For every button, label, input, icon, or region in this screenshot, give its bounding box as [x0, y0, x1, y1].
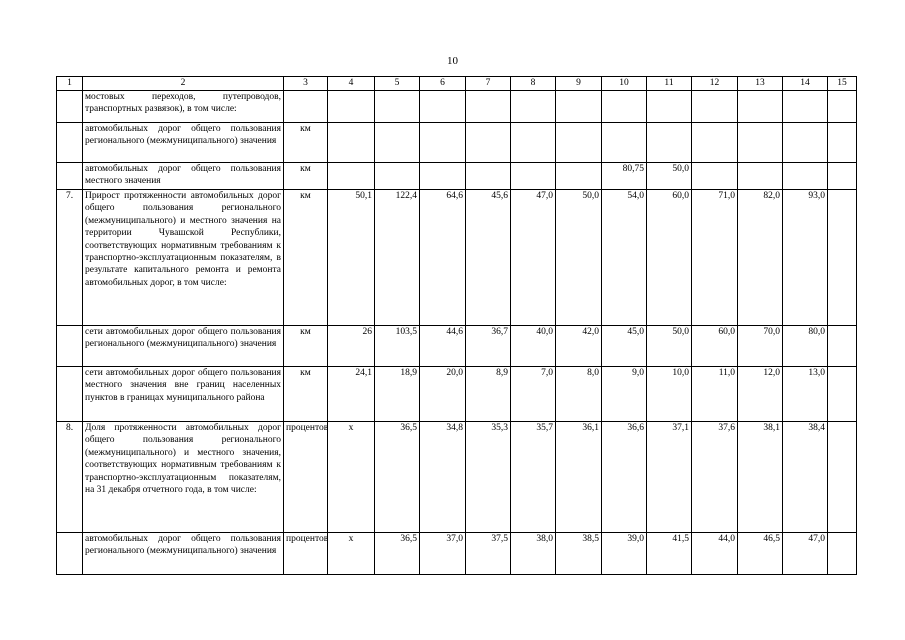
value-cell — [783, 123, 828, 163]
indicator-description: сети автомобильных дорог общего пользования местного значения вне границ населенных пунктов в границах муниципального района — [83, 367, 284, 422]
value-cell: 37,1 — [647, 422, 692, 533]
unit-cell: км — [284, 163, 328, 190]
value-cell: 38,1 — [738, 422, 783, 533]
value-cell: 36,1 — [556, 422, 602, 533]
value-cell: x — [328, 533, 375, 575]
indicators-table — [56, 76, 857, 575]
value-cell — [828, 190, 857, 326]
value-cell: 50,0 — [647, 326, 692, 367]
value-cell: 71,0 — [692, 190, 738, 326]
value-cell — [692, 163, 738, 190]
header-cell: 7 — [466, 77, 511, 91]
value-cell: 64,6 — [420, 190, 466, 326]
table-row — [57, 190, 857, 326]
table-row — [57, 91, 857, 123]
header-cell: 2 — [83, 77, 284, 91]
value-cell — [466, 123, 511, 163]
value-cell — [511, 91, 556, 123]
row-number — [57, 123, 83, 163]
indicator-description: Прирост протяженности автомобильных дорог общего пользования регионального (межмуниципального) и местного значения на территории Чувашской Республики, соответствующих нормативным требованиям к транспортно-эксплуатационным показателям, в результате капитального ремонта и ремонта автомобильных дорог, в том числе: — [83, 190, 284, 326]
value-cell: 38,5 — [556, 533, 602, 575]
value-cell — [828, 533, 857, 575]
value-cell — [420, 123, 466, 163]
indicator-description: мостовых переходов, путепроводов, транспортных развязок), в том числе: — [83, 91, 284, 123]
header-cell: 5 — [375, 77, 420, 91]
value-cell — [511, 163, 556, 190]
value-cell: 47,0 — [511, 190, 556, 326]
value-cell: 8,9 — [466, 367, 511, 422]
row-number — [57, 326, 83, 367]
value-cell — [738, 123, 783, 163]
header-cell: 8 — [511, 77, 556, 91]
value-cell: 42,0 — [556, 326, 602, 367]
value-cell — [375, 163, 420, 190]
unit-cell: процентов — [284, 422, 328, 533]
table-row — [57, 422, 857, 533]
indicator-description: автомобильных дорог общего пользования регионального (межмуниципального) значения — [83, 533, 284, 575]
value-cell: 44,6 — [420, 326, 466, 367]
value-cell: 50,0 — [647, 163, 692, 190]
unit-cell: процентов — [284, 533, 328, 575]
value-cell: 54,0 — [602, 190, 647, 326]
value-cell — [328, 123, 375, 163]
value-cell: 36,5 — [375, 533, 420, 575]
value-cell — [647, 123, 692, 163]
value-cell: 50,0 — [556, 190, 602, 326]
value-cell — [828, 123, 857, 163]
value-cell: x — [328, 422, 375, 533]
value-cell: 36,5 — [375, 422, 420, 533]
row-number — [57, 367, 83, 422]
unit-cell: км — [284, 190, 328, 326]
value-cell: 37,6 — [692, 422, 738, 533]
header-cell: 6 — [420, 77, 466, 91]
value-cell: 38,0 — [511, 533, 556, 575]
value-cell: 26 — [328, 326, 375, 367]
row-number: 7. — [57, 190, 83, 326]
table-row — [57, 123, 857, 163]
table-row — [57, 367, 857, 422]
unit-cell: км — [284, 326, 328, 367]
row-number: 8. — [57, 422, 83, 533]
value-cell: 40,0 — [511, 326, 556, 367]
header-cell: 9 — [556, 77, 602, 91]
value-cell — [738, 91, 783, 123]
value-cell — [738, 163, 783, 190]
value-cell: 45,0 — [602, 326, 647, 367]
indicator-description: сети автомобильных дорог общего пользования регионального (межмуниципального) значения — [83, 326, 284, 367]
value-cell — [828, 163, 857, 190]
value-cell: 7,0 — [511, 367, 556, 422]
unit-cell: км — [284, 123, 328, 163]
page-number: 10 — [447, 55, 458, 67]
header-cell: 10 — [602, 77, 647, 91]
table-row — [57, 163, 857, 190]
value-cell: 36,7 — [466, 326, 511, 367]
header-cell: 11 — [647, 77, 692, 91]
value-cell: 24,1 — [328, 367, 375, 422]
value-cell — [556, 91, 602, 123]
header-cell: 13 — [738, 77, 783, 91]
value-cell: 122,4 — [375, 190, 420, 326]
value-cell — [602, 123, 647, 163]
value-cell: 38,4 — [783, 422, 828, 533]
value-cell — [375, 123, 420, 163]
header-cell: 15 — [828, 77, 857, 91]
value-cell: 20,0 — [420, 367, 466, 422]
value-cell — [420, 91, 466, 123]
value-cell: 80,0 — [783, 326, 828, 367]
value-cell: 35,3 — [466, 422, 511, 533]
value-cell — [783, 163, 828, 190]
value-cell: 46,5 — [738, 533, 783, 575]
value-cell — [511, 123, 556, 163]
value-cell: 50,1 — [328, 190, 375, 326]
value-cell: 35,7 — [511, 422, 556, 533]
header-cell: 4 — [328, 77, 375, 91]
value-cell: 11,0 — [692, 367, 738, 422]
value-cell — [556, 163, 602, 190]
value-cell: 12,0 — [738, 367, 783, 422]
value-cell: 93,0 — [783, 190, 828, 326]
row-number — [57, 163, 83, 190]
indicator-description: автомобильных дорог общего пользования местного значения — [83, 163, 284, 190]
value-cell: 8,0 — [556, 367, 602, 422]
value-cell — [647, 91, 692, 123]
value-cell — [692, 91, 738, 123]
header-cell: 1 — [57, 77, 83, 91]
value-cell: 34,8 — [420, 422, 466, 533]
value-cell — [828, 367, 857, 422]
value-cell: 60,0 — [692, 326, 738, 367]
value-cell — [602, 91, 647, 123]
value-cell: 45,6 — [466, 190, 511, 326]
value-cell: 39,0 — [602, 533, 647, 575]
indicator-description: автомобильных дорог общего пользования регионального (межмуниципального) значения — [83, 123, 284, 163]
value-cell — [828, 326, 857, 367]
unit-cell — [284, 91, 328, 123]
value-cell: 41,5 — [647, 533, 692, 575]
header-cell: 3 — [284, 77, 328, 91]
value-cell: 9,0 — [602, 367, 647, 422]
header-cell: 14 — [783, 77, 828, 91]
value-cell: 80,75 — [602, 163, 647, 190]
value-cell: 10,0 — [647, 367, 692, 422]
value-cell: 36,6 — [602, 422, 647, 533]
value-cell — [828, 422, 857, 533]
row-number — [57, 533, 83, 575]
value-cell — [375, 91, 420, 123]
value-cell — [556, 123, 602, 163]
header-row — [57, 77, 857, 91]
value-cell: 70,0 — [738, 326, 783, 367]
value-cell: 60,0 — [647, 190, 692, 326]
row-number — [57, 91, 83, 123]
table-row — [57, 533, 857, 575]
header-cell: 12 — [692, 77, 738, 91]
value-cell — [692, 123, 738, 163]
value-cell: 18,9 — [375, 367, 420, 422]
value-cell — [420, 163, 466, 190]
value-cell: 37,0 — [420, 533, 466, 575]
value-cell — [466, 91, 511, 123]
value-cell — [783, 91, 828, 123]
unit-cell: км — [284, 367, 328, 422]
value-cell — [328, 163, 375, 190]
value-cell — [466, 163, 511, 190]
indicator-description: Доля протяженности автомобильных дорог общего пользования регионального (межмуниципального) и местного значения, соответствующих нормативным требованиям к транспортно-эксплуатационным показателям, на 31 декабря отчетного года, в том числе: — [83, 422, 284, 533]
value-cell: 82,0 — [738, 190, 783, 326]
value-cell: 103,5 — [375, 326, 420, 367]
value-cell: 44,0 — [692, 533, 738, 575]
table-row — [57, 326, 857, 367]
value-cell — [828, 91, 857, 123]
value-cell: 47,0 — [783, 533, 828, 575]
value-cell — [328, 91, 375, 123]
value-cell: 13,0 — [783, 367, 828, 422]
value-cell: 37,5 — [466, 533, 511, 575]
